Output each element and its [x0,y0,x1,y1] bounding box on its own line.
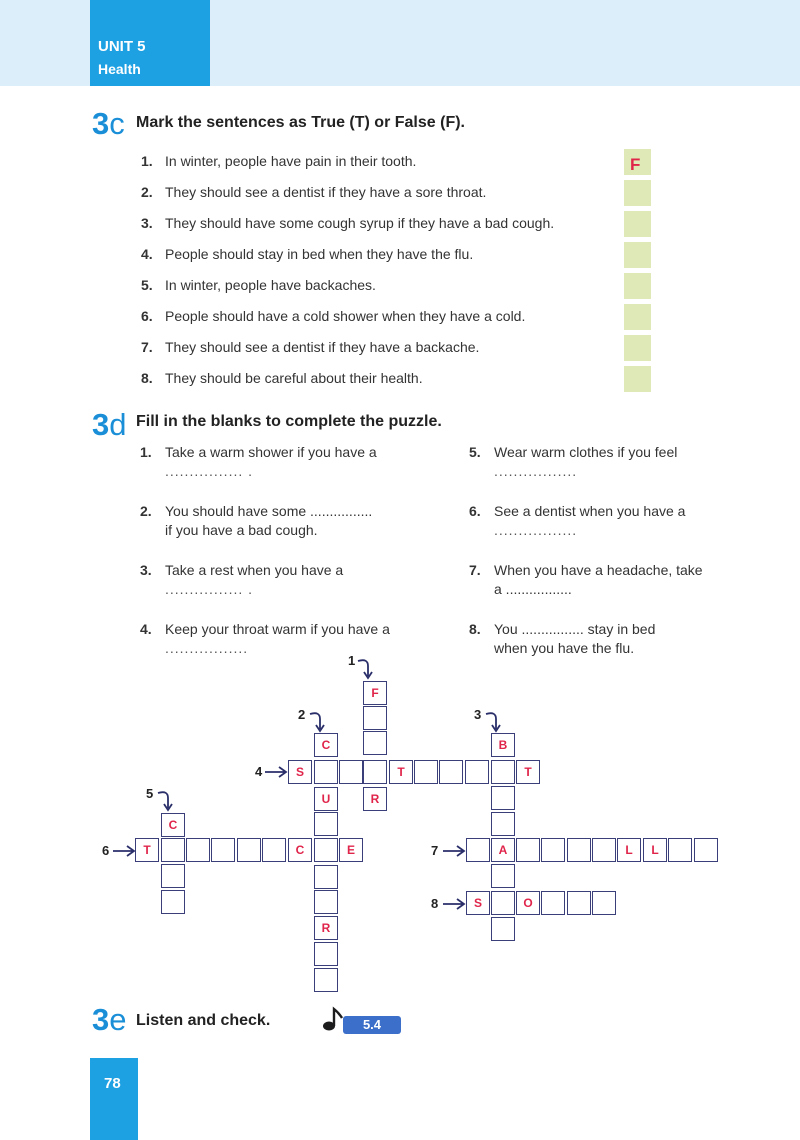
tf-item: 8. They should be careful about their health. [141,370,423,386]
crossword-letter: T [397,765,405,779]
tf-item: 7. They should see a dentist if they have a backache. [141,339,480,355]
crossword-cell[interactable] [567,891,591,915]
crossword-cell[interactable] [363,760,387,784]
crossword-cell[interactable] [161,864,185,888]
crossword-cell[interactable] [541,891,565,915]
crossword-clue-number: 7 [431,843,439,858]
crossword-cell[interactable] [491,864,515,888]
crossword-clue-number: 3 [474,707,482,722]
exercise-3e-instruction: Listen and check. [136,1012,271,1029]
crossword-letter: R [321,921,331,935]
arrow-right-icon [112,844,136,858]
crossword-cell[interactable] [314,968,338,992]
clue-5: 5. Wear warm clothes if you feel ................. [469,444,678,479]
tf-answer-box[interactable] [624,335,651,361]
crossword-letter: U [321,792,331,806]
tf-item: 1. In winter, people have pain in their tooth. [141,153,417,169]
clue-8: 8. You ................ stay in bed when you have the flu. [469,621,656,656]
tf-item: 5. In winter, people have backaches. [141,277,376,293]
crossword-cell[interactable] [516,838,540,862]
crossword-cell[interactable] [262,838,286,862]
crossword-letter: O [523,896,533,910]
crossword-letter: L [651,843,659,857]
arrow-right-icon [264,765,288,779]
exercise-3d-instruction: Fill in the blanks to complete the puzzle. [136,413,442,430]
exercise-3d-number: 3d [92,407,127,442]
tf-item: 6. People should have a cold shower when they have a cold. [141,308,526,324]
crossword-cell[interactable] [211,838,235,862]
crossword-clue-number: 8 [431,896,439,911]
page-number: 78 [104,1075,121,1092]
crossword-cell[interactable] [541,838,565,862]
exercise-3c-instruction: Mark the sentences as True (T) or False (F). [136,114,465,131]
crossword-letter: T [524,765,532,779]
clue-6: 6. See a dentist when you have a ................. [469,503,686,538]
tf-answer-box[interactable] [624,304,651,330]
arrow-down-icon [308,709,330,733]
crossword-letter: C [321,738,331,752]
arrow-down-icon [356,656,378,680]
crossword-cell[interactable] [314,812,338,836]
crossword-cell[interactable] [314,838,338,862]
audio-track-badge[interactable]: 5.4 [343,1016,401,1034]
crossword-clue-number: 5 [146,786,154,801]
crossword-clue-number: 6 [102,843,110,858]
exercise-3e-number: 3e [92,1002,127,1037]
crossword-cell[interactable] [314,890,338,914]
crossword-cell[interactable] [694,838,718,862]
crossword-cell[interactable] [314,760,338,784]
crossword-letter: S [295,765,304,779]
arrow-right-icon [442,897,466,911]
tf-answer-box[interactable] [624,242,651,268]
tf-answer-box[interactable] [624,211,651,237]
clue-3: 3. Take a rest when you have a ................ . [140,562,344,597]
tf-answer-box[interactable] [624,180,651,206]
arrow-right-icon [442,844,466,858]
clue-2: 2. You should have some ................ if you have a bad cough. [140,503,373,538]
tf-answer-box[interactable] [624,273,651,299]
crossword-cell[interactable] [339,760,363,784]
crossword-cell[interactable] [491,786,515,810]
crossword-cell[interactable] [491,891,515,915]
crossword-cell[interactable] [363,706,387,730]
crossword-clue-number: 2 [298,707,306,722]
crossword-cell[interactable] [161,838,185,862]
crossword-cell[interactable] [592,838,616,862]
crossword-cell[interactable] [668,838,692,862]
crossword-letter: E [346,843,355,857]
crossword-cell[interactable] [161,890,185,914]
tf-item: 3. They should have some cough syrup if they have a bad cough. [141,215,555,231]
crossword-cell[interactable] [186,838,210,862]
crossword-letter: C [168,818,178,832]
crossword-cell[interactable] [314,942,338,966]
music-note-icon [322,1006,344,1032]
tf-item: 2. They should see a dentist if they have a sore throat. [141,184,487,200]
clue-7: 7. When you have a headache, take a ................. [469,562,703,597]
crossword-letter: S [473,896,482,910]
exercise-3c-number: 3c [92,106,125,141]
crossword-letter: C [295,843,305,857]
crossword-letter: F [371,686,379,700]
crossword-clue-number: 4 [255,764,263,779]
crossword-cell[interactable] [491,917,515,941]
crossword-cell[interactable] [491,812,515,836]
crossword-letter: T [143,843,151,857]
crossword-letter: B [498,738,508,752]
crossword-cell[interactable] [237,838,261,862]
page-number-box [90,1058,138,1140]
crossword-cell[interactable] [491,760,515,784]
crossword-letter: A [498,843,508,857]
crossword-cell[interactable] [567,838,591,862]
crossword-letter: R [370,792,380,806]
crossword-clue-number: 1 [348,653,356,668]
crossword-cell[interactable] [439,760,463,784]
crossword-cell[interactable] [314,865,338,889]
crossword-cell[interactable] [414,760,438,784]
unit-topic: Health [98,61,141,77]
arrow-down-icon [156,788,178,812]
tf-answer-box[interactable] [624,366,651,392]
unit-title: UNIT 5 [98,38,146,55]
tf-item: 4. People should stay in bed when they have the flu. [141,246,474,262]
crossword-cell[interactable] [465,760,489,784]
clue-4: 4. Keep your throat warm if you have a ................. [140,621,390,656]
crossword-cell[interactable] [363,731,387,755]
tf-answer-1: F [630,155,641,174]
crossword-cell[interactable] [592,891,616,915]
clue-1: 1. Take a warm shower if you have a ................ . [140,444,377,479]
crossword-cell[interactable] [466,838,490,862]
crossword-letter: L [625,843,633,857]
arrow-down-icon [484,709,506,733]
